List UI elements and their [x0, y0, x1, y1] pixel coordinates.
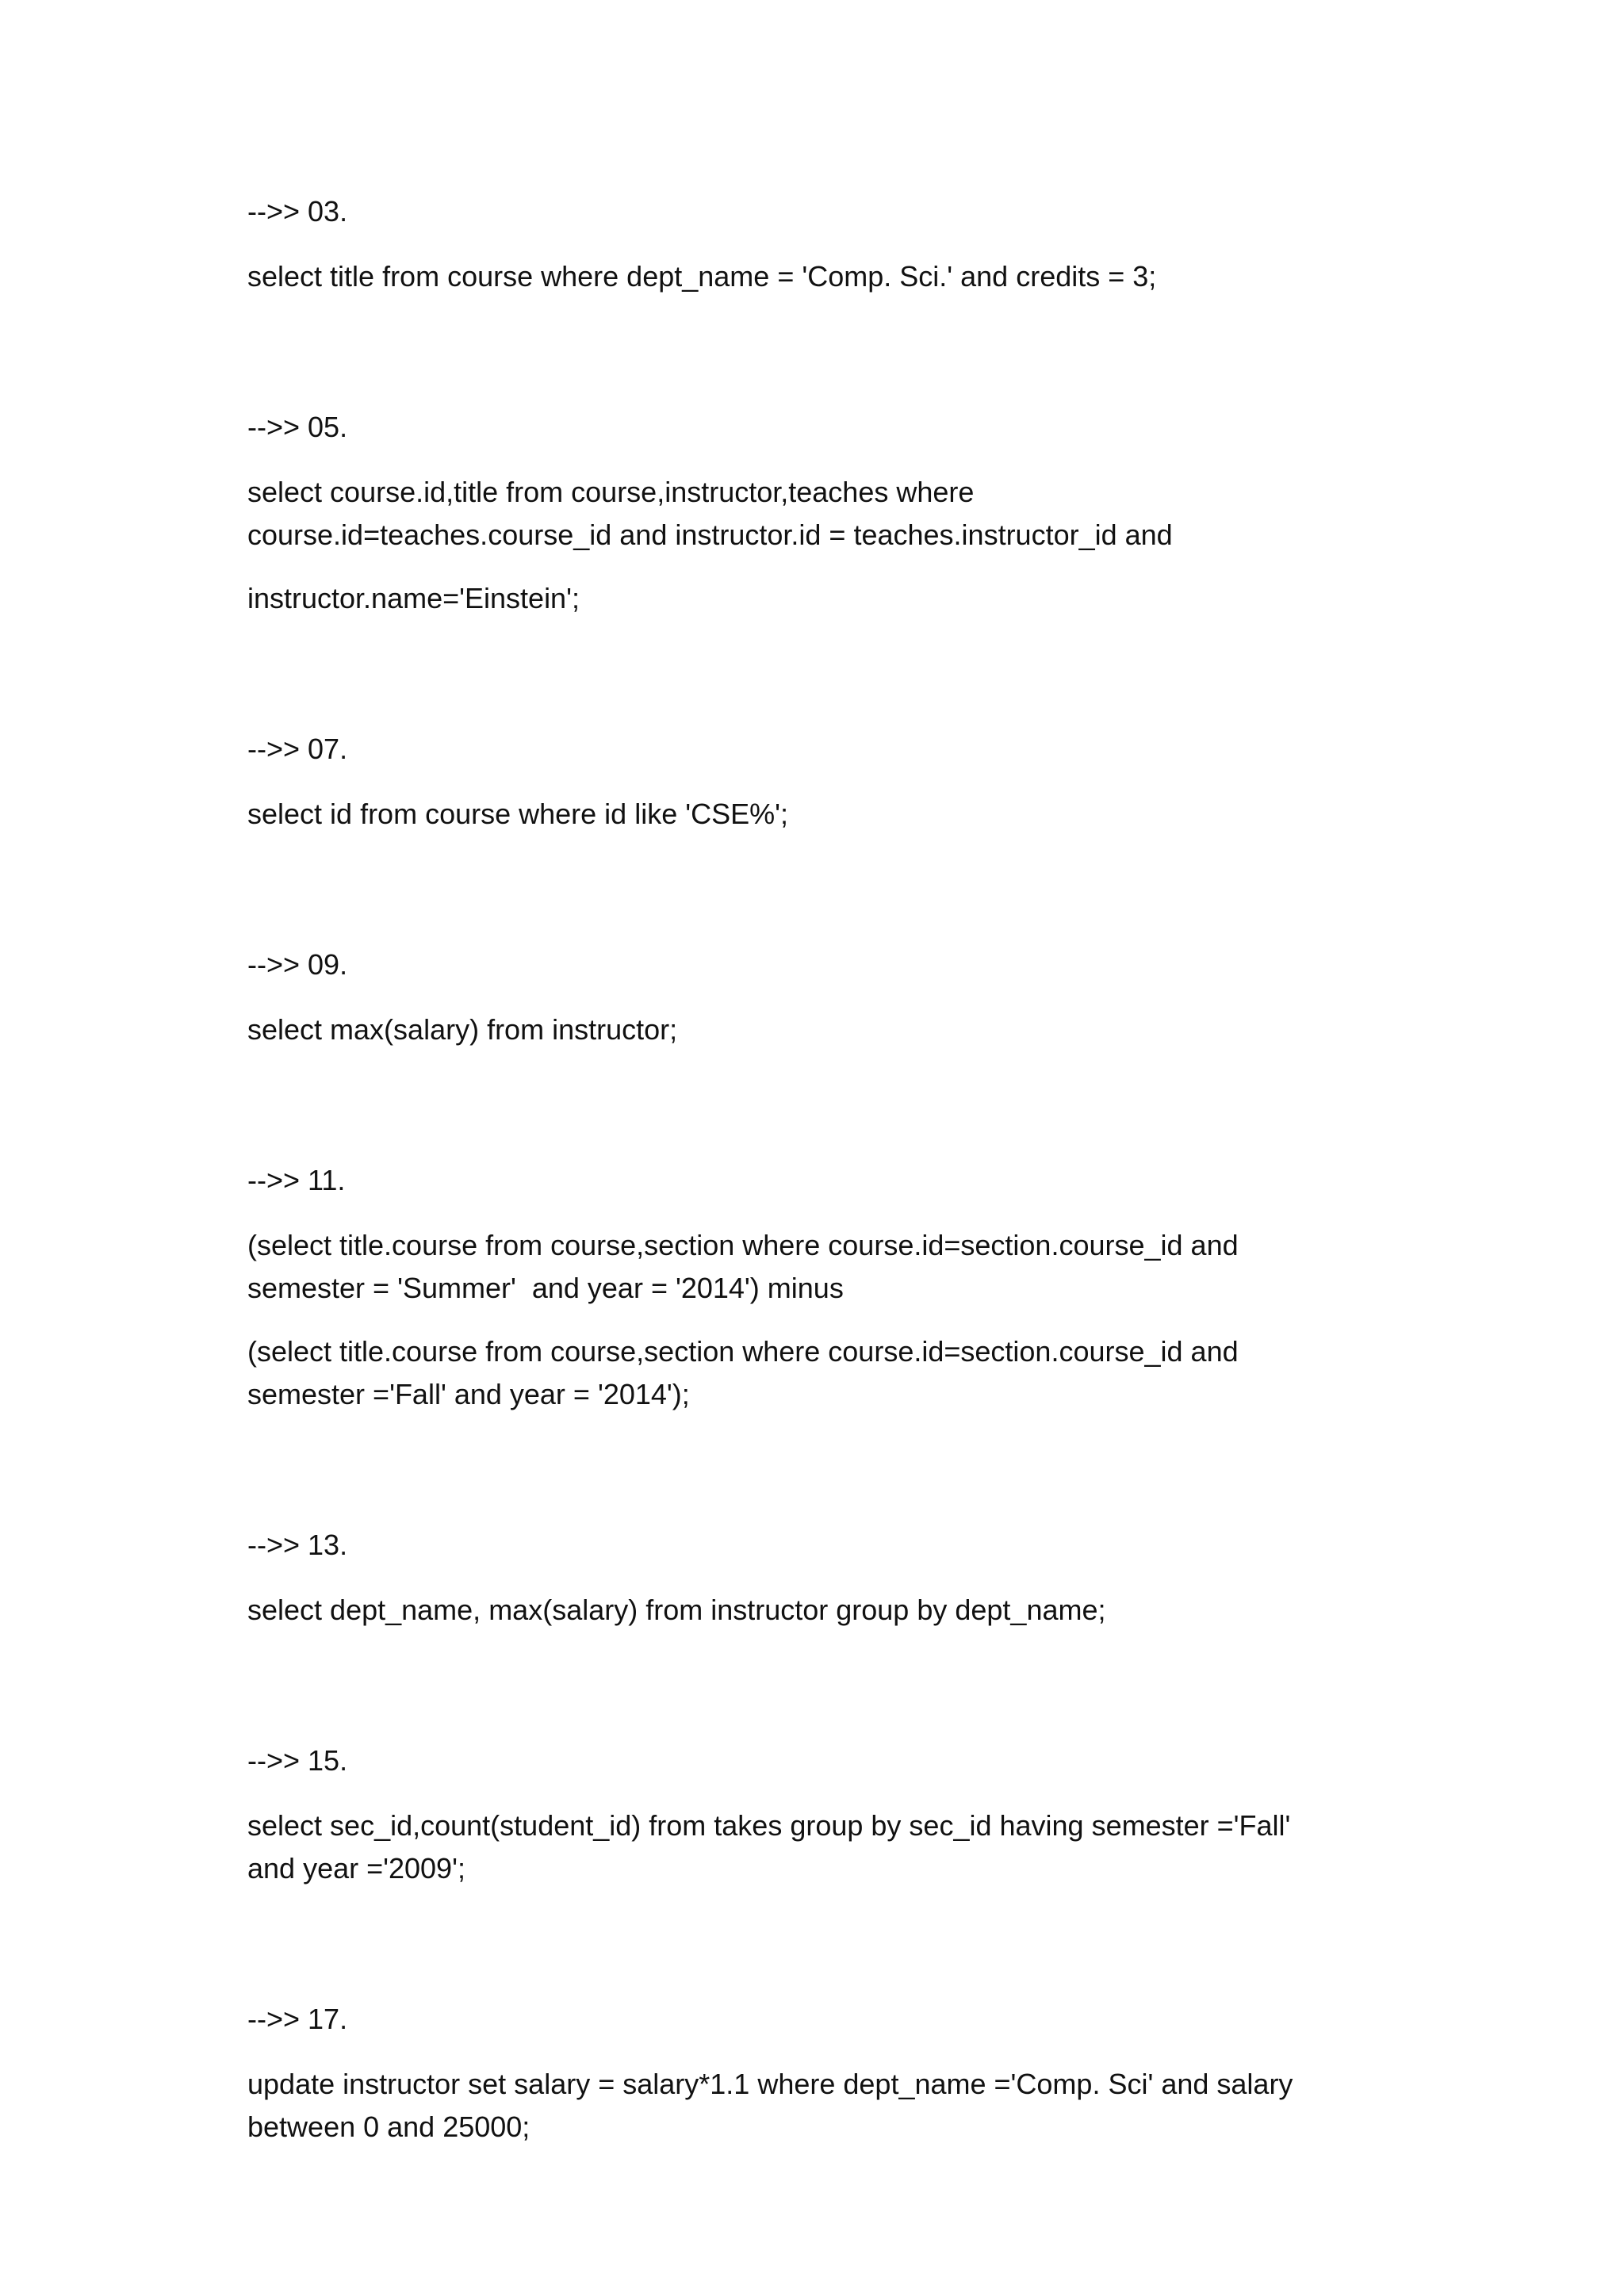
question-block-05 — [247, 406, 1389, 620]
sql-statement — [247, 793, 1389, 836]
sql-statement — [247, 1330, 1389, 1416]
question-number: -->> 03. — [247, 195, 348, 228]
question-block-17 — [247, 1998, 1389, 2149]
question-block-09 — [247, 943, 1389, 1051]
question-block-11 — [247, 1159, 1389, 1416]
sql-line: select dept_name, max(salary) from instructor group by dept_name; — [247, 1594, 1106, 1626]
sql-line: select title from course where dept_name = 'Comp. Sci.' and credits = 3; — [247, 260, 1157, 293]
sql-line: semester ='Fall' and year = '2014'); — [247, 1378, 690, 1410]
sql-statement — [247, 577, 1389, 620]
question-number: -->> 17. — [247, 2003, 348, 2035]
sql-line: (select title.course from course,section where course.id=section.course_id and — [247, 1229, 1239, 1261]
question-block-07 — [247, 728, 1389, 836]
sql-statement — [247, 1804, 1389, 1890]
question-block-03 — [247, 190, 1389, 298]
sql-line: (select title.course from course,section where course.id=section.course_id and — [247, 1335, 1239, 1368]
question-block-15 — [247, 1739, 1389, 1890]
sql-statement — [247, 471, 1389, 557]
question-block-13 — [247, 1524, 1389, 1632]
question-number: -->> 07. — [247, 733, 348, 765]
question-number: -->> 05. — [247, 411, 348, 443]
sql-line: instructor.name='Einstein'; — [247, 582, 580, 614]
document-content — [247, 190, 1389, 2169]
sql-line: select id from course where id like 'CSE%'; — [247, 798, 788, 830]
sql-statement — [247, 1008, 1389, 1051]
question-number: -->> 13. — [247, 1529, 348, 1561]
sql-line: select max(salary) from instructor; — [247, 1013, 678, 1046]
sql-line: between 0 and 25000; — [247, 2110, 530, 2143]
sql-line: select sec_id,count(student_id) from takes group by sec_id having semester ='Fall' — [247, 1809, 1291, 1842]
question-number: -->> 09. — [247, 948, 348, 981]
question-number: -->> 11. — [247, 1164, 346, 1196]
sql-line: update instructor set salary = salary*1.1 where dept_name ='Comp. Sci' and salary — [247, 2068, 1293, 2100]
sql-statement — [247, 1224, 1389, 1310]
sql-line: course.id=teaches.course_id and instructor.id = teaches.instructor_id and — [247, 519, 1173, 551]
sql-line: select course.id,title from course,instructor,teaches where — [247, 476, 975, 508]
sql-statement — [247, 1589, 1389, 1632]
sql-line: semester = 'Summer' and year = '2014') minus — [247, 1272, 844, 1304]
sql-statement — [247, 2063, 1389, 2149]
question-number: -->> 15. — [247, 1744, 348, 1777]
sql-line: and year ='2009'; — [247, 1852, 465, 1885]
sql-statement — [247, 255, 1389, 298]
